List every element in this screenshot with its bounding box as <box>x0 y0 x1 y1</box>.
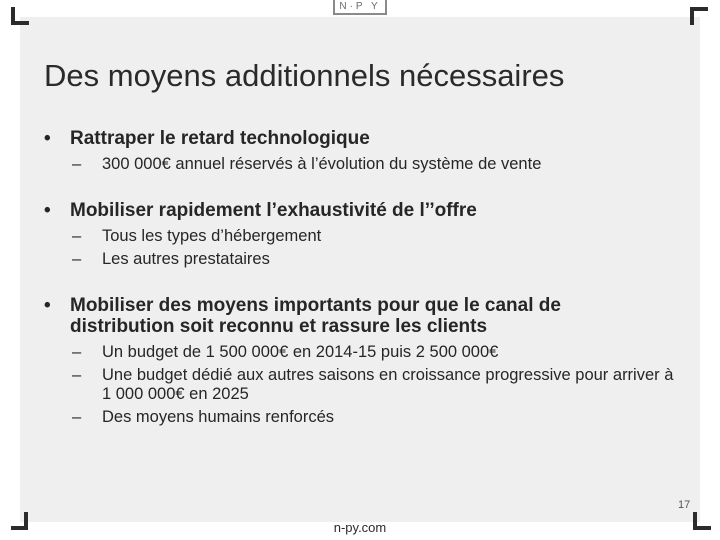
corner-mark-top-left <box>11 7 29 25</box>
bullet-1: • Rattraper le retard technologique <box>44 128 684 149</box>
sub-bullet-3-2: – Une budget dédié aux autres saisons en croissance progressive pour arriver à 1 000 000€ en 2025 <box>72 366 674 403</box>
slide-title: Des moyens additionnels nécessaires <box>44 58 565 93</box>
npy-logo: N·P Y <box>333 0 387 15</box>
sub-bullet-3-1: – Un budget de 1 500 000€ en 2014-15 puis 2 500 000€ <box>72 343 499 361</box>
bullet-2: • Mobiliser rapidement l’exhaustivité de l’’offre <box>44 200 684 221</box>
dash-marker: – <box>72 227 82 245</box>
page-number: 17 <box>678 499 691 511</box>
dash-marker: – <box>72 366 82 384</box>
slide-content <box>44 128 684 427</box>
dash-marker: – <box>72 155 82 173</box>
sub-bullet-2-2: – Les autres prestataires <box>72 250 270 268</box>
footer-url: n-py.com <box>333 520 387 535</box>
dash-marker: – <box>72 250 82 268</box>
sub-bullet-2-1: – Tous les types d’hébergement <box>72 227 322 245</box>
sub-bullet-1-1: – 300 000€ annuel réservés à l’évolution du système de vente <box>72 155 542 173</box>
dash-marker: – <box>72 408 82 426</box>
sub-bullet-3-3: – Des moyens humains renforcés <box>72 408 335 426</box>
bullet-3: • Mobiliser des moyens importants pour que le canal de distribution soit reconnu et rassure les clients <box>44 295 660 337</box>
dash-marker: – <box>72 343 82 361</box>
corner-mark-top-right <box>690 7 708 25</box>
